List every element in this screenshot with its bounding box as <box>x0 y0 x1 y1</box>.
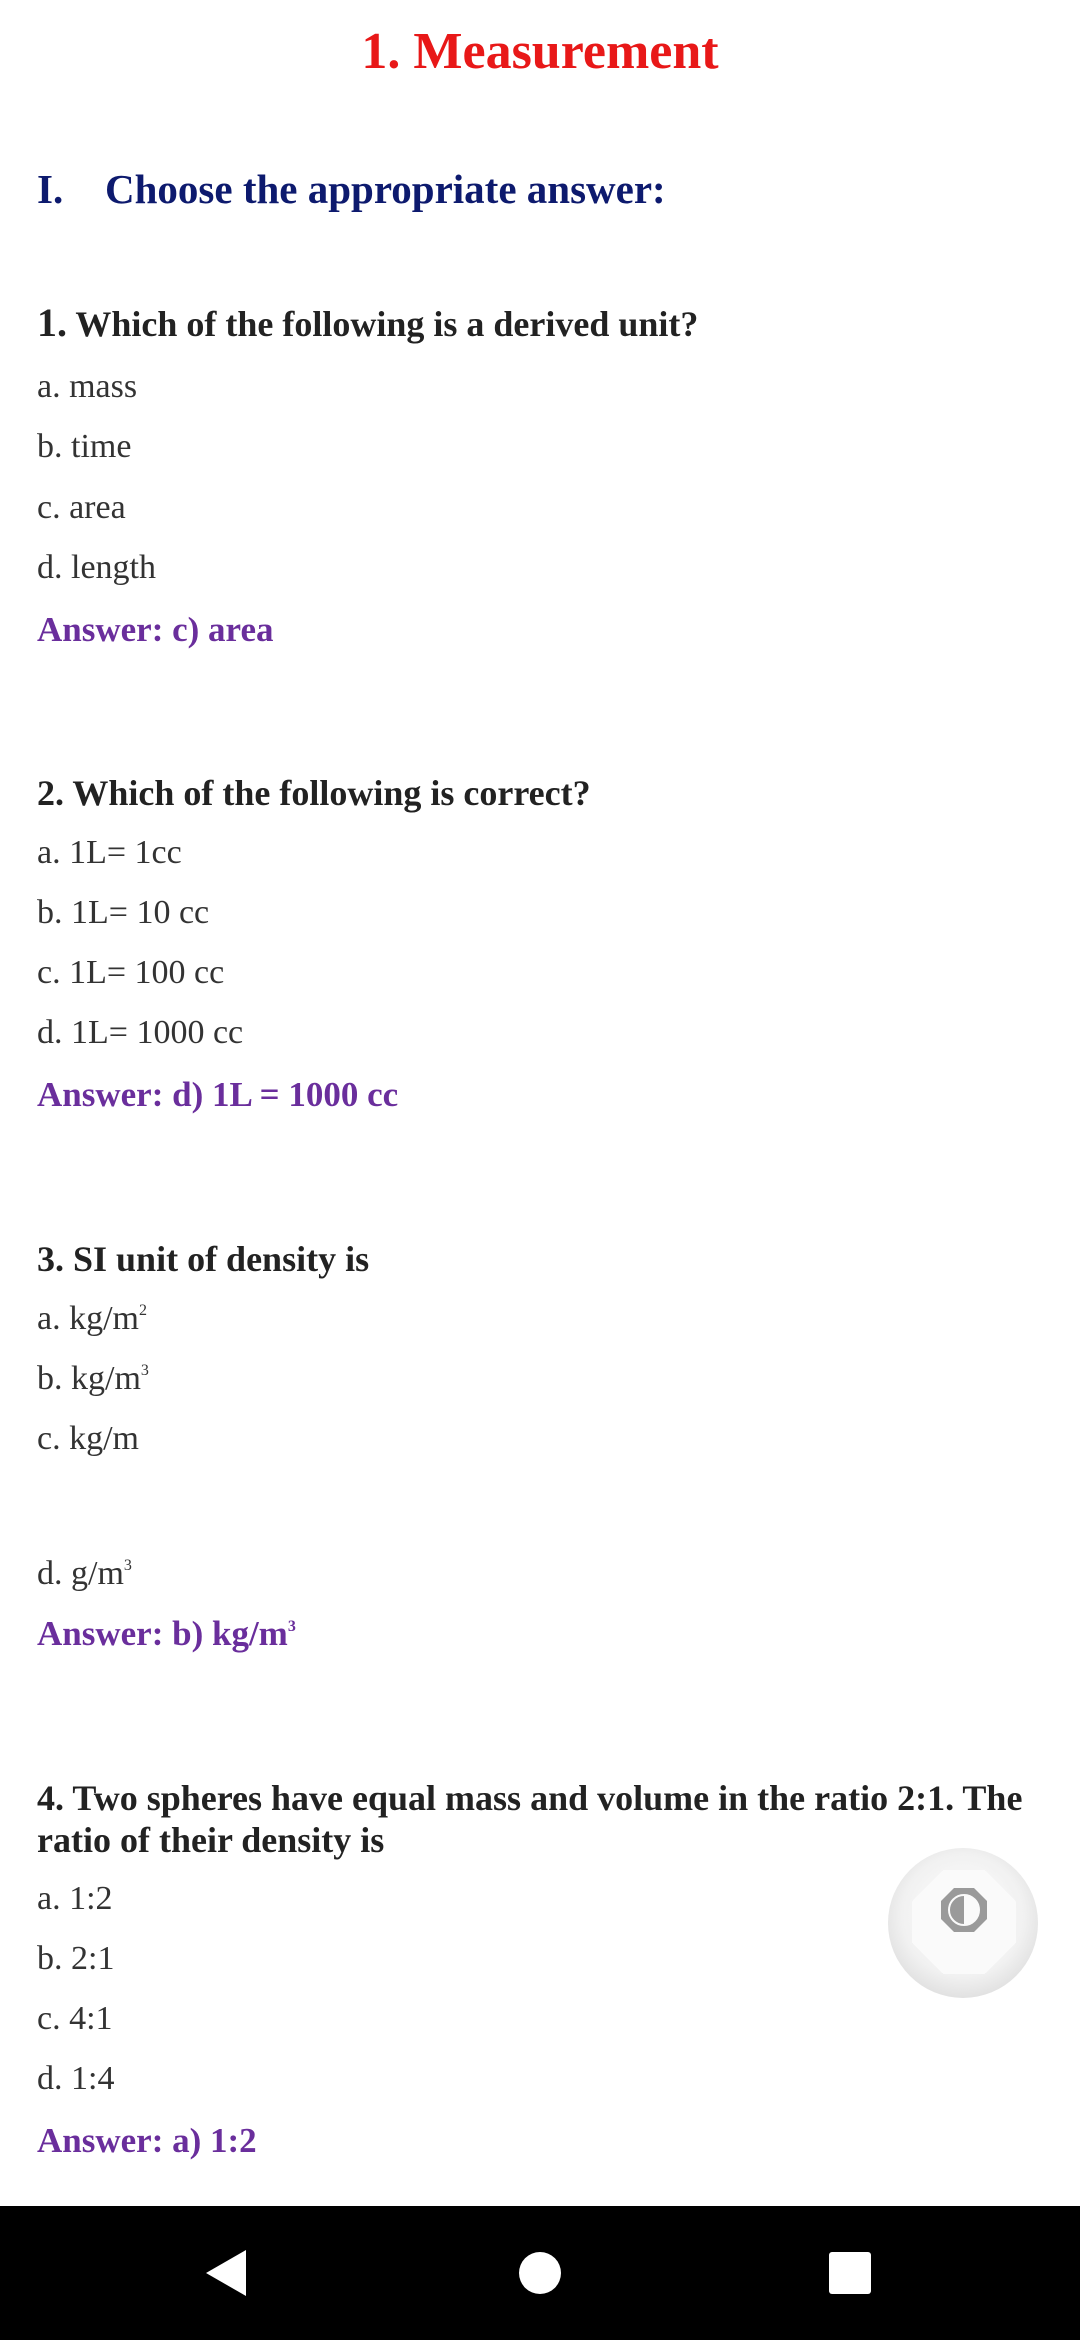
option-2b: b. 1L= 10 cc <box>37 894 210 931</box>
answer-1: Answer: c) area <box>37 610 274 649</box>
question-3 <box>37 1238 1047 1280</box>
superscript: 3 <box>123 1557 132 1574</box>
option-text: d. g/m <box>37 1555 124 1592</box>
superscript: 3 <box>140 1362 149 1379</box>
option-3d <box>37 1555 132 1593</box>
question-text: Which of the following is correct? <box>64 773 591 813</box>
question-text: SI unit of density is <box>64 1239 370 1279</box>
option-4d: d. 1:4 <box>37 2060 115 2097</box>
answer-3 <box>37 1614 296 1654</box>
back-icon <box>166 2206 286 2340</box>
option-2a: a. 1L= 1cc <box>37 834 182 871</box>
option-1c: c. area <box>37 489 126 526</box>
brightness-icon <box>912 1870 1016 1974</box>
question-text: Which of the following is a derived unit? <box>67 304 699 344</box>
superscript: 2 <box>138 1302 147 1319</box>
question-number: 3. <box>37 1239 64 1279</box>
question-4 <box>37 1777 1047 1861</box>
option-4a: a. 1:2 <box>37 1880 113 1917</box>
question-2 <box>37 772 1047 814</box>
option-1d: d. length <box>37 549 156 586</box>
page-title: 1. Measurement <box>361 23 719 80</box>
nav-home-button[interactable] <box>480 2206 600 2340</box>
section-title: Choose the appropriate answer: <box>105 166 666 212</box>
answer-4: Answer: a) 1:2 <box>37 2121 257 2160</box>
brightness-button-face <box>912 1870 1016 1974</box>
question-number: 2. <box>37 773 64 813</box>
option-3a <box>37 1300 147 1338</box>
option-2d: d. 1L= 1000 cc <box>37 1014 244 1051</box>
option-text: b. kg/m <box>37 1360 141 1397</box>
option-2c: c. 1L= 100 cc <box>37 954 225 991</box>
brightness-button[interactable] <box>888 1848 1038 1998</box>
option-4b: b. 2:1 <box>37 1940 115 1977</box>
question-number: 4. <box>37 1778 64 1818</box>
option-1b: b. time <box>37 428 132 465</box>
nav-recents-button[interactable] <box>790 2206 910 2340</box>
option-text: a. kg/m <box>37 1300 139 1337</box>
superscript: 3 <box>287 1618 296 1635</box>
question-text: Two spheres have equal mass and volume in the ratio 2:1. The ratio of their density is <box>37 1778 1023 1860</box>
answer-text: Answer: b) kg/m <box>37 1614 288 1653</box>
question-number: 1. <box>37 300 67 345</box>
question-1 <box>37 302 1047 345</box>
recents-icon <box>790 2206 910 2340</box>
nav-back-button[interactable] <box>166 2206 286 2340</box>
system-navigation-bar <box>0 2206 1080 2340</box>
option-3b <box>37 1360 149 1398</box>
option-1a: a. mass <box>37 368 138 405</box>
section-heading <box>37 165 666 213</box>
home-icon <box>480 2206 600 2340</box>
option-text: c. kg/m <box>37 1420 139 1457</box>
option-4c: c. 4:1 <box>37 2000 113 2037</box>
option-3c <box>37 1420 139 1458</box>
section-numeral: I. <box>37 166 64 212</box>
answer-2: Answer: d) 1L = 1000 cc <box>37 1075 399 1114</box>
